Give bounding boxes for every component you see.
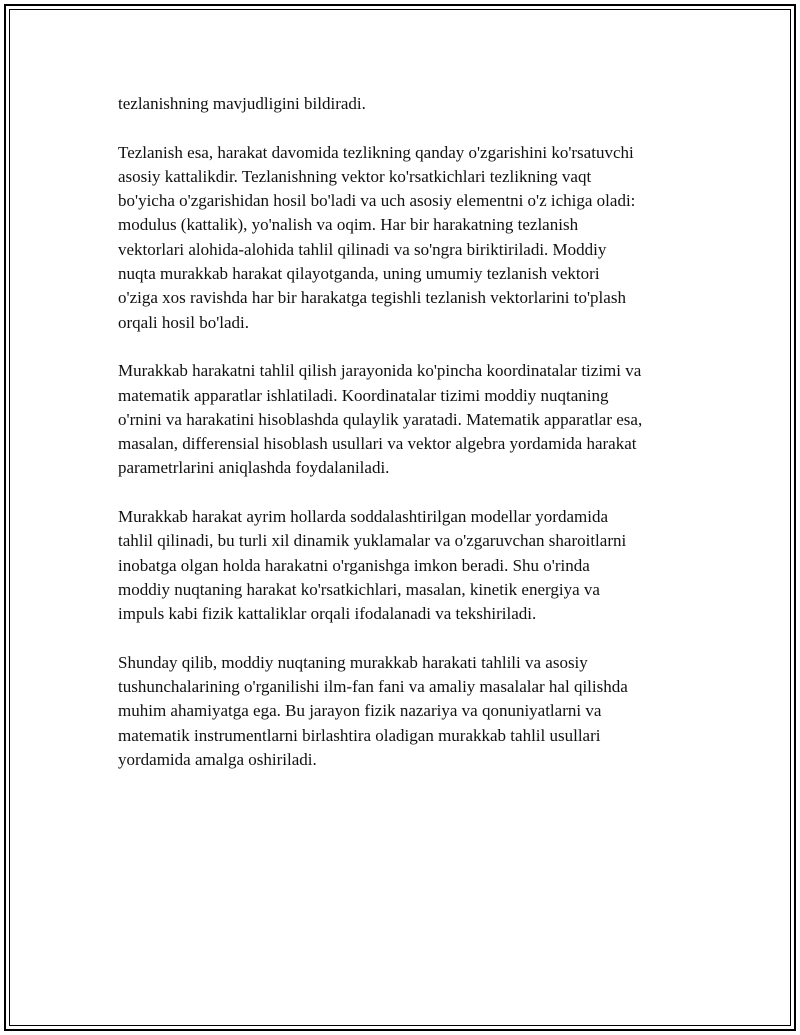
text-line: matematik instrumentlarni birlashtira oladigan murakkab tahlil usullari [118, 725, 601, 745]
text-line: masalan, differensial hisoblash usullari va vektor algebra yordamida harakat [118, 434, 637, 454]
text-line: Murakkab harakatni tahlil qilish jarayonida ko'pincha koordinatalar tizimi va [118, 361, 642, 381]
text-line: parametrlarini aniqlashda foydalaniladi. [118, 458, 390, 478]
text-line: nuqta murakkab harakat qilayotganda, uning umumiy tezlanish vektori [118, 264, 600, 284]
document-body [118, 92, 698, 797]
text-line: Murakkab harakat ayrim hollarda soddalashtirilgan modellar yordamida [118, 507, 609, 527]
paragraph [118, 141, 698, 335]
paragraph [118, 359, 698, 480]
paragraph [118, 92, 698, 116]
paragraph [118, 505, 698, 626]
text-line: matematik apparatlar ishlatiladi. Koordinatalar tizimi moddiy nuqtaning [118, 385, 609, 405]
text-line: Tezlanish esa, harakat davomida tezlikning qanday o'zgarishini ko'rsatuvchi [118, 142, 634, 162]
text-line: tahlil qilinadi, bu turli xil dinamik yuklamalar va o'zgaruvchan sharoitlarni [118, 531, 627, 551]
text-line: o'rnini va harakatini hisoblashda qulaylik yaratadi. Matematik apparatlar esa, [118, 409, 643, 429]
text-line: inobatga olgan holda harakatni o'rganishga imkon beradi. Shu o'rinda [118, 555, 590, 575]
text-line: impuls kabi fizik kattaliklar orqali ifodalanadi va tekshiriladi. [118, 604, 537, 624]
text-line: yordamida amalga oshiriladi. [118, 750, 317, 770]
text-line: vektorlari alohida-alohida tahlil qilinadi va so'ngra biriktiriladi. Moddiy [118, 239, 607, 259]
text-line: moddiy nuqtaning harakat ko'rsatkichlari, masalan, kinetik energiya va [118, 579, 600, 599]
text-line: tezlanishning mavjudligini bildiradi. [118, 94, 366, 113]
text-line: tushunchalarining o'rganilishi ilm-fan fani va amaliy masalalar hal qilishda [118, 677, 628, 697]
text-line: Shunday qilib, moddiy nuqtaning murakkab harakati tahlili va asosiy [118, 652, 588, 672]
text-line: o'ziga xos ravishda har bir harakatga tegishli tezlanish vektorlarini to'plash [118, 288, 626, 308]
text-line: orqali hosil bo'ladi. [118, 312, 250, 332]
paragraph [118, 651, 698, 772]
text-line: bo'yicha o'zgarishidan hosil bo'ladi va uch asosiy elementni o'z ichiga oladi: [118, 191, 636, 211]
text-line: modulus (kattalik), yo'nalish va oqim. Har bir harakatning tezlanish [118, 215, 579, 235]
text-line: asosiy kattalikdir. Tezlanishning vektor ko'rsatkichlari tezlikning vaqt [118, 166, 592, 186]
text-line: muhim ahamiyatga ega. Bu jarayon fizik nazariya va qonuniyatlarni va [118, 701, 602, 721]
